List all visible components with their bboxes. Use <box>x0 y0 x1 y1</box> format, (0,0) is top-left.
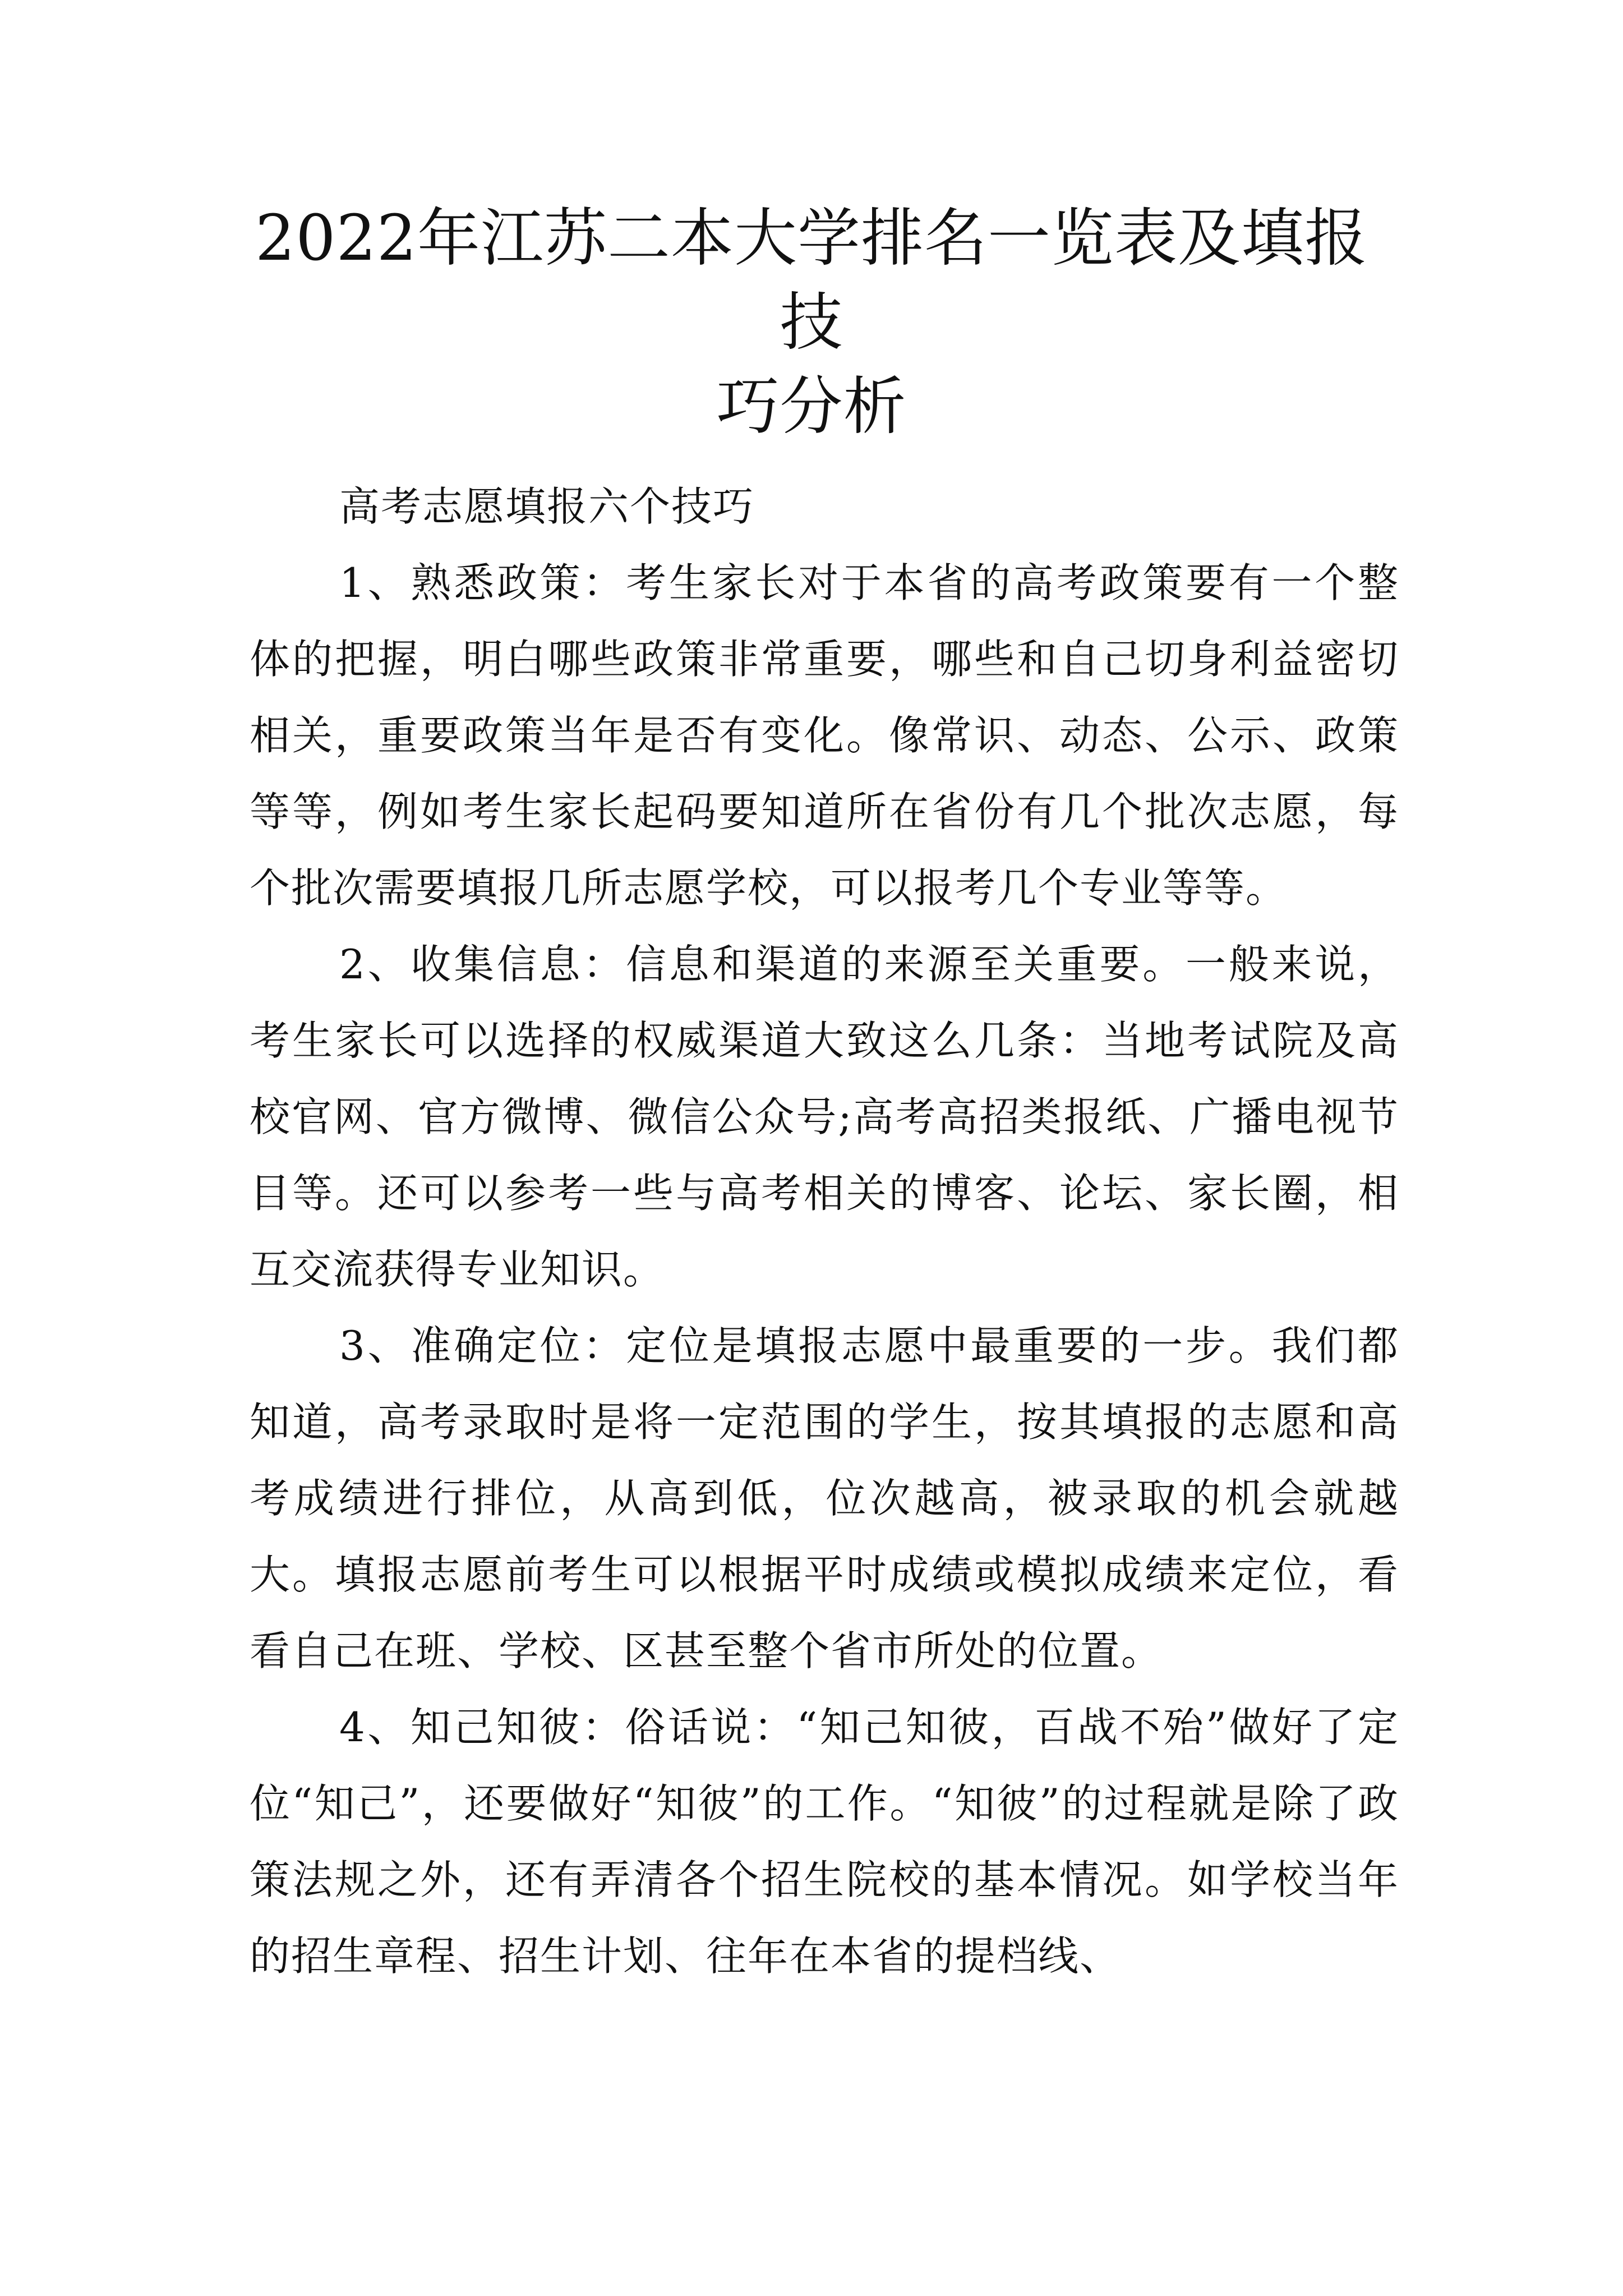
title-line-2: 巧分析 <box>716 370 907 443</box>
document-body <box>250 468 1399 1994</box>
document-title <box>224 196 1399 449</box>
paragraph-tip-3: 3、准确定位：定位是填报志愿中最重要的一步。我们都知道，高考录取时是将一定范围的学生，按其填报的志愿和高考成绩进行排位，从高到低，位次越高，被录取的机会就越大。填报志愿前考生可以根据平时成绩或模拟成绩来定位，看看自己在班、学校、区甚至整个省市所处的位置。 <box>250 1322 1399 1674</box>
paragraph-tip-1: 1、熟悉政策：考生家长对于本省的高考政策要有一个整体的把握，明白哪些政策非常重要，哪些和自己切身利益密切相关，重要政策当年是否有变化。像常识、动态、公示、政策等等，例如考生家长起码要知道所在省份有几个批次志愿，每个批次需要填报几所志愿学校，可以报考几个专业等等。 <box>250 559 1399 912</box>
paragraph-tip-2: 2、收集信息：信息和渠道的来源至关重要。一般来说，考生家长可以选择的权威渠道大致这么几条：当地考试院及高校官网、官方微博、微信公众号;高考高招类报纸、广播电视节目等。还可以参考一些与高考相关的博客、论坛、家长圈，相互交流获得专业知识。 <box>250 941 1399 1293</box>
title-line-1: 2022年江苏二本大学排名一览表及填报技 <box>255 202 1368 359</box>
paragraph-tip-4: 4、知己知彼：俗话说：“知己知彼，百战不殆”做好了定位“知己”，还要做好“知彼”的工作。“知彼”的过程就是除了政策法规之外，还有弄清各个招生院校的基本情况。如学校当年的招生章程、招生计划、往年在本省的提档线、 <box>250 1704 1399 1980</box>
section-heading: 高考志愿填报六个技巧 <box>339 483 755 530</box>
